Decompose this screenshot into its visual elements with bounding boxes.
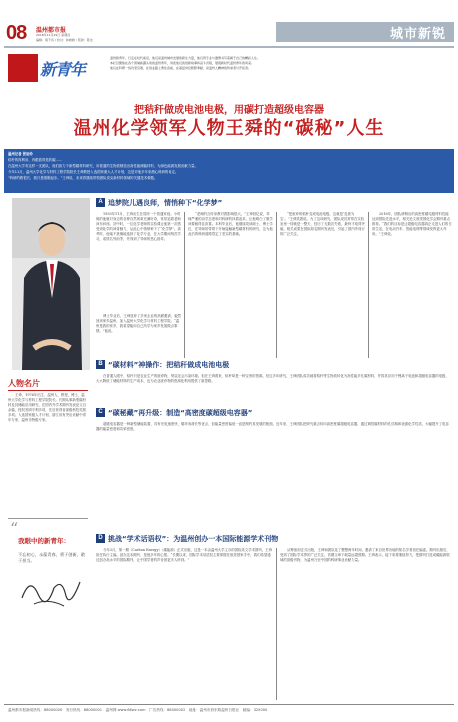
section-b-title: “碳材料”神操作：把秸秆做成电池电极 bbox=[108, 361, 230, 369]
section-c-title: “碳秘藏”再升级：制造“高密度碳超级电容器” bbox=[108, 409, 253, 417]
portrait-illustration bbox=[12, 198, 90, 370]
quote-rule bbox=[8, 518, 88, 519]
quote-mark-icon: “ bbox=[10, 519, 19, 538]
paragraph-b2: “把废弃的秸秆变成电池电极，这就是‘变废为宝’。”王舜笑着说。为了这项研究，团队成员常常在实验室里一待就是一整天，经历了无数次失败，最终才取得突破。相关成果在国际知名期刊发表后，引起了国内外同行的广泛关注。 bbox=[280, 212, 365, 236]
column-badge bbox=[8, 54, 38, 82]
paragraph-b1: 在普通人眼中，秸秆只是农业生产的废弃物，焚烧还会污染环境。但在王舜看来，秸秆却是一种宝贵的资源。经过多年研究，王舜团队成功地将秸秆等生物质转化为高性能多孔碳材料，并将其应用于锂离子电池和超级电容器的电极，大大降低了储能材料的生产成本，也为农业废弃物的资源化利用提供了新思路。 bbox=[96, 374, 449, 383]
motto-heading: 我眼中的新青年： bbox=[18, 537, 70, 545]
section-a-title: 追梦院儿遇良师，情悄种下“化学梦” bbox=[108, 199, 223, 207]
column-divider bbox=[184, 212, 185, 358]
editors-line: 编辑：胡不汤 / 校对：林晓晓 / 照排：陈洁 bbox=[36, 38, 93, 42]
paragraph-c2: 2016年，团队研制出的高密度碳电极材料性能达到国际先进水平，相关论文被美国化学会期刊重点推荐。“我们的目标是让超级电容器真正走进人们的日常生活，在电动汽车、智能电网等领域发挥更大作用。”王舜说。 bbox=[372, 212, 452, 236]
paragraph-c1: 超级电容器是一种新型储能装置，具有充电速度快、循环寿命长等优点，但能量密度偏低一直是制约其发展的瓶颈。近年来，王舜团队把研究重点转向高密度碳超级电容器，通过调控碳材料的孔结构和表面化学性质，大幅提升了电容器的能量密度和功率密度。 bbox=[96, 422, 449, 431]
profile-text: 王舜，1976年出生，温州人，教授，博士，温州大学化学与材料工程学院院长。长期从事新型碳材料及其储能应用研究，在国内外学术期刊发表论文百余篇，授权发明专利多项，先后获得省部级科技奖励多项。入选国家级人才计划，浙江省有突出贡献中青年专家，温州市特级专家。 bbox=[8, 393, 86, 422]
paragraph-a1: 1993年11月，王舜出生在瑞安一个普通家庭。小时候的他就对身边的各种自然现象充满好奇，常常追着老师问东问西。初中时，一位化学老师的实验课让他第一次感受到化学的神奇魅力，从此心中悄悄种下了“化学梦”。高考时，他毫不犹豫地选择了化学专业，在大学期间刻苦学习，成绩名列前茅，并得到了导师的悉心指导。 bbox=[96, 212, 181, 241]
column-divider bbox=[368, 212, 369, 358]
footer-rule bbox=[4, 704, 454, 705]
section-a-marker: A bbox=[96, 198, 105, 207]
profile-rule bbox=[8, 390, 88, 391]
band-line: 秸秆的再利用、肉眼看得见的碳…… bbox=[8, 158, 63, 162]
section-d-title: 挑战“学术话语权”：为温州创办一本国际能源学术刊物 bbox=[108, 535, 279, 543]
band-line: 在温州大学有这样一支团队，他们致力于新型碳材料研究，用普通的生物质制造出高性能储能材料，为绿色能源发展贡献力量。 bbox=[8, 164, 198, 168]
band-line: 今年11月，温州大学化学与材料工程学院院长王舜教授入选国家重大人才计划，这是对他多年来潜心科研的肯定。 bbox=[8, 170, 179, 174]
band-line: “科研的路很长，我只是刚刚起步。”王舜说，未来将继续带领团队攻克新材料领域的关键技术难题。 bbox=[8, 176, 158, 180]
profile-heading: 人物名片 bbox=[8, 379, 40, 388]
issue-date: 2018年11月29日 星期四 bbox=[36, 33, 71, 37]
column-divider bbox=[276, 212, 277, 358]
paper-name: 温州都市报 bbox=[36, 27, 67, 34]
footer-text: 温州都市报新闻热线：88000000 发行热线：88000001 温州网 www.66wz.com 广告热线：88000002 地址：温州市府东路温州日报社 邮编：325000 bbox=[8, 708, 268, 712]
motto-text: 不忘初心，永葆青春，勇于创新，敢于担当。 bbox=[18, 552, 86, 563]
column-divider bbox=[276, 548, 277, 700]
column-intro bbox=[110, 56, 448, 86]
section-title: 城市新锐 bbox=[389, 27, 446, 42]
section-c-marker: C bbox=[96, 408, 105, 417]
signature bbox=[14, 568, 88, 614]
article-headline: 温州化学领军人物王舜的“碳秘”人生 bbox=[73, 118, 385, 139]
page-number: 08 bbox=[6, 22, 27, 44]
article-subtitle: 把秸秆做成电池电极，用碳打造超级电容器 bbox=[134, 105, 324, 116]
section-d-marker: D bbox=[96, 534, 105, 543]
signature-scribble bbox=[14, 568, 88, 614]
intro-line: 本栏目聚焦在各个领域崭露头角的温州青年，讲述他们的创新故事和奋斗历程，展现新时代温州青年的风采。 bbox=[110, 61, 255, 65]
portrait-photo bbox=[12, 198, 90, 370]
band-line: 温州记者 张旭伶 bbox=[8, 152, 33, 156]
paragraph-d1: 今年3月，第一期《Carbon Energy》（碳能源）正式出版，这是一本由温州大学主办的国际英文学术期刊，王舜担任执行主编。创办这本期刊，是他多年的心愿。“长期以来，国际学术话语权主要掌握在欧美国家手中，我们希望通过创办高水平的国际期刊，让中国学者的声音被更多人听到。” bbox=[96, 548, 272, 562]
intro-line: 他们在科研一线攻坚克难，在创业路上勇往直前，在基层岗位默默奉献，是温州人精神的传承者与开拓者。 bbox=[110, 66, 252, 70]
intro-line: 温州新青年，行走在时代前沿，他们是温州城市发展的新生力量，他们用专业与激情书写着属于自己的精彩人生。 bbox=[110, 56, 261, 60]
column-logo: 新青年 bbox=[40, 62, 86, 79]
header-rule bbox=[4, 46, 454, 48]
paragraph-d2: 从筹备到正式出版，王舜和团队花了整整两年时间，邀请了来自世界各地的知名学者担任编委。期刊出版后，受到了国际学术界的广泛关注，首期文章下载量远超预期。王舜表示，接下来将继续努力，把期刊打造成碳能源领域的顶级刊物，为温州乃至中国的科研事业贡献力量。 bbox=[280, 548, 450, 562]
paragraph-a2: “老师的言传身教对我影响很大。”王舜回忆说，导师严谨的治学态度和对科研的执着追求，让他明白了做学问要耐得住寂寞。本科毕业后，他继续攻读硕士、博士学位，在导师的带领下开始接触新型碳材料的研究，这为他此后的科研道路奠定了坚实的基础。 bbox=[188, 212, 273, 236]
paragraph-a3: 博士毕业后，王舜放弃了多家企业的高薪邀请，毅然回到家乡温州，加入温州大学化学与材料工程学院。“温州是我的家乡，我希望能用自己所学为家乡发展做点事情。”他说。 bbox=[96, 314, 181, 333]
section-b-marker: B bbox=[96, 360, 105, 369]
intro-band-text bbox=[8, 151, 448, 181]
